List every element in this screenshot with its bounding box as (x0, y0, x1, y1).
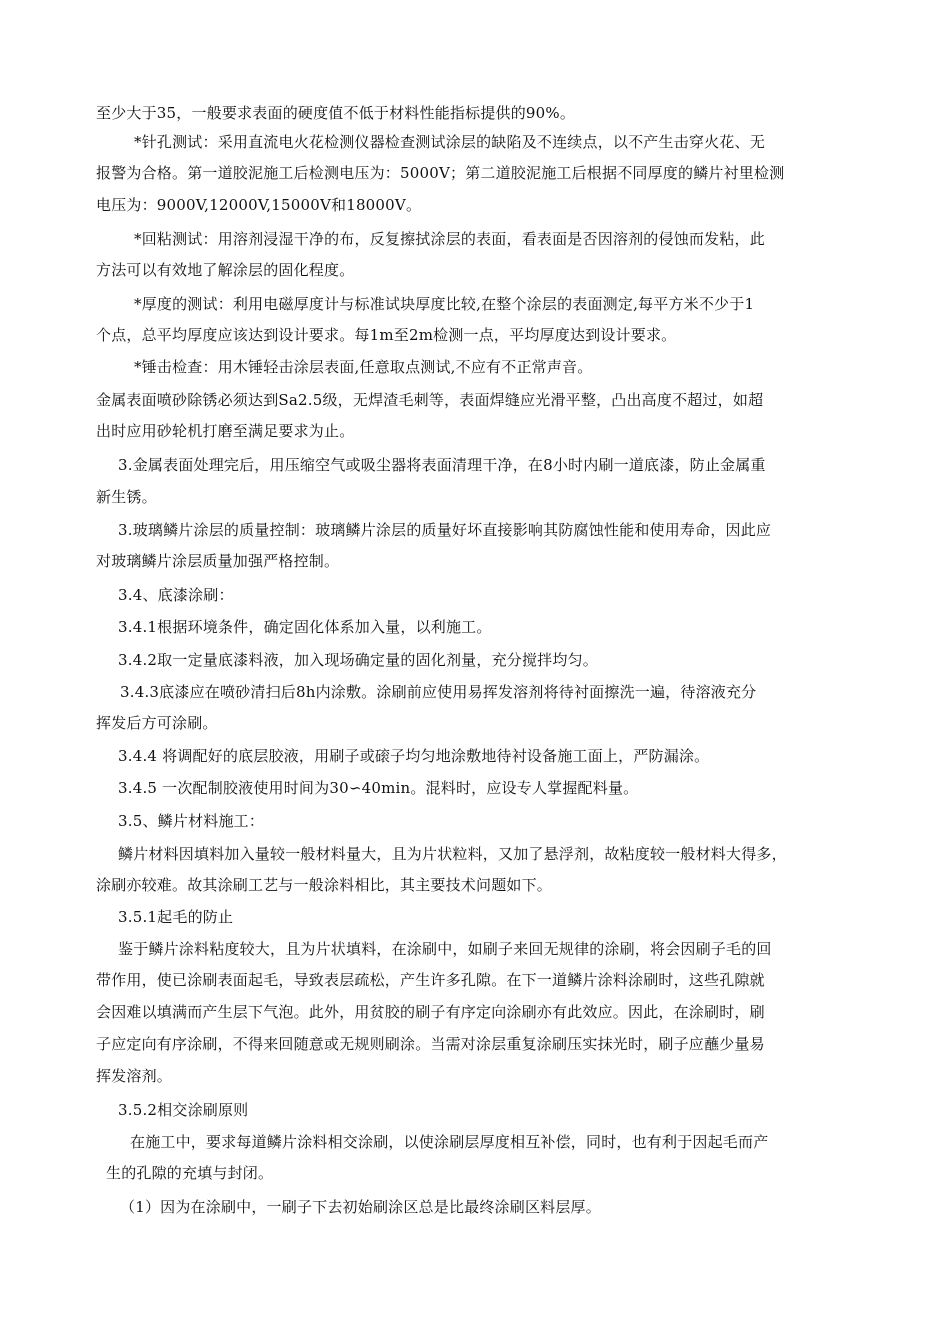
text-line: 方法可以有效地了解涂层的固化程度。 (96, 261, 355, 279)
text-line: 挥发后方可涂刷。 (96, 714, 218, 732)
text-line: *厚度的测试：利用电磁厚度计与标准试块厚度比较,在整个涂层的表面测定,每平方米不少于1 (134, 295, 755, 313)
text-line: *针孔测试：采用直流电火花检测仪器检查测试涂层的缺陷及不连续点，以不产生击穿火花、无 (134, 133, 765, 151)
text-line: 报警为合格。第一道胶泥施工后检测电压为：5000V；第二道胶泥施工后根据不同厚度的鳞片衬里检测 (96, 164, 785, 182)
section-heading: 3.4、底漆涂刷： (118, 586, 234, 604)
text-line: 个点，总平均厚度应该达到设计要求。每1m至2m检测一点，平均厚度达到设计要求。 (96, 326, 677, 344)
text-line: 在施工中，要求每道鳞片涂料相交涂刷，以使涂刷层厚度相互补偿，同时，也有利于因起毛而产 (130, 1133, 769, 1151)
text-line: （1）因为在涂刷中，一刷子下去初始刷涂区总是比最终涂刷区料层厚。 (120, 1198, 601, 1216)
text-line: 3.金属表面处理完后，用压缩空气或吸尘器将表面清理干净，在8小时内刷一道底漆，防止金属重 (118, 456, 766, 474)
section-heading: 3.5.1起毛的防止 (118, 908, 234, 926)
text-line: 3.4.2取一定量底漆料液，加入现场确定量的固化剂量，充分搅拌均匀。 (118, 651, 598, 669)
text-line: 带作用，使已涂刷表面起毛，导致表层疏松，产生许多孔隙。在下一道鳞片涂料涂刷时，这些孔隙就 (96, 971, 765, 989)
text-line: 子应定向有序涂刷，不得来回随意或无规则刷涂。当需对涂层重复涂刷压实抹光时，刷子应蘸少量易 (96, 1035, 765, 1053)
text-line: 出时应用砂轮机打磨至满足要求为止。 (96, 422, 355, 440)
text-line: 涂刷亦较难。故其涂刷工艺与一般涂料相比，其主要技术问题如下。 (96, 876, 553, 894)
section-heading: 3.5.2相交涂刷原则 (118, 1101, 249, 1119)
text-line: 3.4.3底漆应在喷砂清扫后8h内涂敷。涂刷前应使用易挥发溶剂将待衬面擦洗一遍，待溶液充分 (120, 683, 757, 701)
section-heading: 3.5、鳞片材料施工： (118, 812, 265, 830)
text-line: 3.4.4 将调配好的底层胶液，用刷子或磙子均匀地涂敷地待衬设备施工面上，严防漏涂。 (118, 747, 710, 765)
text-line: 3.4.5 一次配制胶液使用时间为30∽40min。混料时，应设专人掌握配料量。 (118, 779, 639, 797)
text-line: *锤击检查：用木锤轻击涂层表面,任意取点测试,不应有不正常声音。 (134, 358, 593, 376)
text-line: 至少大于35，一般要求表面的硬度值不低于材料性能指标提供的90%。 (96, 104, 576, 122)
text-line: 会因难以填满而产生层下气泡。此外，用贫胶的刷子有序定向涂刷亦有此效应。因此，在涂刷时，刷 (96, 1003, 765, 1021)
text-line: 新生锈。 (96, 488, 157, 506)
text-line: *回粘测试：用溶剂浸湿干净的布，反复擦拭涂层的表面，看表面是否因溶剂的侵蚀而发粘，此 (134, 230, 765, 248)
text-line: 金属表面喷砂除锈必须达到Sa2.5级，无焊渣毛刺等，表面焊缝应光滑平整，凸出高度不超过，如超 (96, 391, 764, 409)
text-line: 挥发溶剂。 (96, 1067, 173, 1085)
text-line: 3.玻璃鳞片涂层的质量控制：玻璃鳞片涂层的质量好坏直接影响其防腐蚀性能和使用寿命，因此应 (118, 521, 772, 539)
text-line: 电压为：9000V,12000V,15000V和18000V。 (96, 196, 422, 214)
text-line: 生的孔隙的充填与封闭。 (106, 1164, 274, 1182)
text-line: 鳞片材料因填料加入量较一般材料量大，且为片状粒料，又加了悬浮剂，故粘度较一般材料大得多， (118, 845, 787, 863)
text-line: 3.4.1根据环境条件，确定固化体系加入量，以利施工。 (118, 618, 492, 636)
text-line: 鉴于鳞片涂料粘度较大，且为片状填料，在涂刷中，如刷子来回无规律的涂刷，将会因刷子毛的回 (118, 940, 772, 958)
text-line: 对玻璃鳞片涂层质量加强严格控制。 (96, 552, 340, 570)
